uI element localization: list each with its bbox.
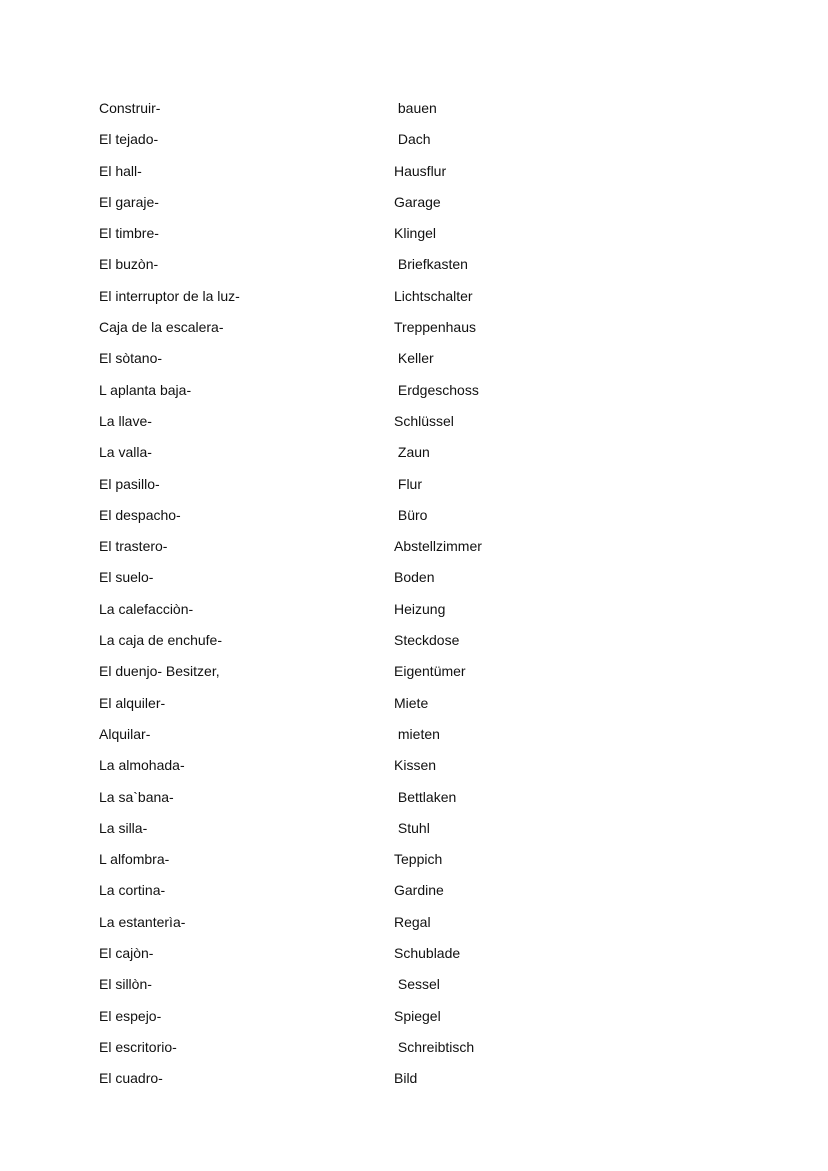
german-term: Steckdose <box>394 632 460 649</box>
spanish-term: El buzòn- <box>99 256 159 273</box>
german-term: Bettlaken <box>394 788 457 805</box>
german-term: Büro <box>394 506 428 523</box>
german-term: Klingel <box>394 225 437 242</box>
spanish-term: El cajòn- <box>99 945 154 962</box>
spanish-term: El espejo- <box>99 1007 162 1024</box>
vocab-row <box>99 599 659 630</box>
german-term: Briefkasten <box>394 256 468 273</box>
vocab-row <box>99 317 659 348</box>
german-term: Sessel <box>394 976 440 993</box>
spanish-term: El hall- <box>99 162 142 179</box>
vocab-row <box>99 223 659 254</box>
vocab-row <box>99 755 659 786</box>
vocab-row <box>99 536 659 567</box>
spanish-term: El duenjo- Besitzer, <box>99 663 220 680</box>
vocab-row <box>99 880 659 911</box>
spanish-term: El trastero- <box>99 538 168 555</box>
vocab-row <box>99 411 659 442</box>
german-term: Stuhl <box>394 819 430 836</box>
spanish-term: La calefacciòn- <box>99 600 194 617</box>
german-term: Abstellzimmer <box>394 538 482 555</box>
vocab-row <box>99 724 659 755</box>
spanish-term: La sa`bana- <box>99 788 174 805</box>
vocab-row <box>99 505 659 536</box>
spanish-term: El tejado- <box>99 131 159 148</box>
german-term: Eigentümer <box>394 663 466 680</box>
spanish-term: L alfombra- <box>99 851 170 868</box>
vocab-row <box>99 1006 659 1037</box>
german-term: Treppenhaus <box>394 319 476 336</box>
vocab-row <box>99 787 659 818</box>
spanish-term: El escritorio- <box>99 1038 177 1055</box>
vocab-row <box>99 943 659 974</box>
vocab-row <box>99 912 659 943</box>
vocab-row <box>99 161 659 192</box>
spanish-term: El suelo- <box>99 569 154 586</box>
spanish-term: El despacho- <box>99 506 181 523</box>
vocab-row <box>99 98 659 129</box>
german-term: Miete <box>394 694 429 711</box>
vocab-row <box>99 1068 659 1099</box>
vocab-row <box>99 630 659 661</box>
spanish-term: Caja de la escalera- <box>99 319 224 336</box>
german-term: Erdgeschoss <box>394 381 479 398</box>
spanish-term: El sillòn- <box>99 976 152 993</box>
german-term: Schlüssel <box>394 412 454 429</box>
spanish-term: El sòtano- <box>99 350 163 367</box>
vocab-row <box>99 661 659 692</box>
vocab-row <box>99 693 659 724</box>
spanish-term: La silla- <box>99 819 148 836</box>
german-term: Gardine <box>394 882 444 899</box>
german-term: Garage <box>394 193 441 210</box>
spanish-term: La caja de enchufe- <box>99 632 222 649</box>
german-term: Hausflur <box>394 162 447 179</box>
german-term: bauen <box>394 100 437 116</box>
german-term: Dach <box>394 131 431 148</box>
spanish-term: La almohada- <box>99 757 185 774</box>
vocab-row <box>99 348 659 379</box>
vocab-row <box>99 192 659 223</box>
spanish-term: Construir- <box>99 100 161 116</box>
vocab-row <box>99 849 659 880</box>
spanish-term: Alquilar- <box>99 725 151 742</box>
german-term: Schublade <box>394 945 461 962</box>
vocab-row <box>99 254 659 285</box>
german-term: mieten <box>394 725 440 742</box>
german-term: Flur <box>394 475 422 492</box>
german-term: Boden <box>394 569 435 586</box>
german-term: Heizung <box>394 600 446 617</box>
vocab-row <box>99 286 659 317</box>
spanish-term: L aplanta baja- <box>99 381 192 398</box>
german-term: Schreibtisch <box>394 1038 475 1055</box>
german-term: Teppich <box>394 851 443 868</box>
german-term: Keller <box>394 350 434 367</box>
spanish-term: El interruptor de la luz- <box>99 287 240 304</box>
vocabulary-list <box>99 98 659 1100</box>
spanish-term: El alquiler- <box>99 694 166 711</box>
german-term: Lichtschalter <box>394 287 473 304</box>
vocab-row <box>99 1037 659 1068</box>
german-term: Regal <box>394 913 431 930</box>
spanish-term: La cortina- <box>99 882 166 899</box>
spanish-term: La estanterìa- <box>99 913 186 930</box>
spanish-term: La llave- <box>99 412 152 429</box>
vocab-row <box>99 442 659 473</box>
spanish-term: El pasillo- <box>99 475 160 492</box>
spanish-term: El cuadro- <box>99 1070 163 1087</box>
german-term: Spiegel <box>394 1007 441 1024</box>
spanish-term: La valla- <box>99 444 152 461</box>
vocab-row <box>99 474 659 505</box>
spanish-term: El garaje- <box>99 193 159 210</box>
german-term: Kissen <box>394 757 437 774</box>
vocab-row <box>99 380 659 411</box>
spanish-term: El timbre- <box>99 225 159 242</box>
vocab-row <box>99 567 659 598</box>
german-term: Zaun <box>394 444 430 461</box>
vocab-row <box>99 974 659 1005</box>
vocab-row <box>99 129 659 160</box>
vocab-row <box>99 818 659 849</box>
german-term: Bild <box>394 1070 418 1087</box>
